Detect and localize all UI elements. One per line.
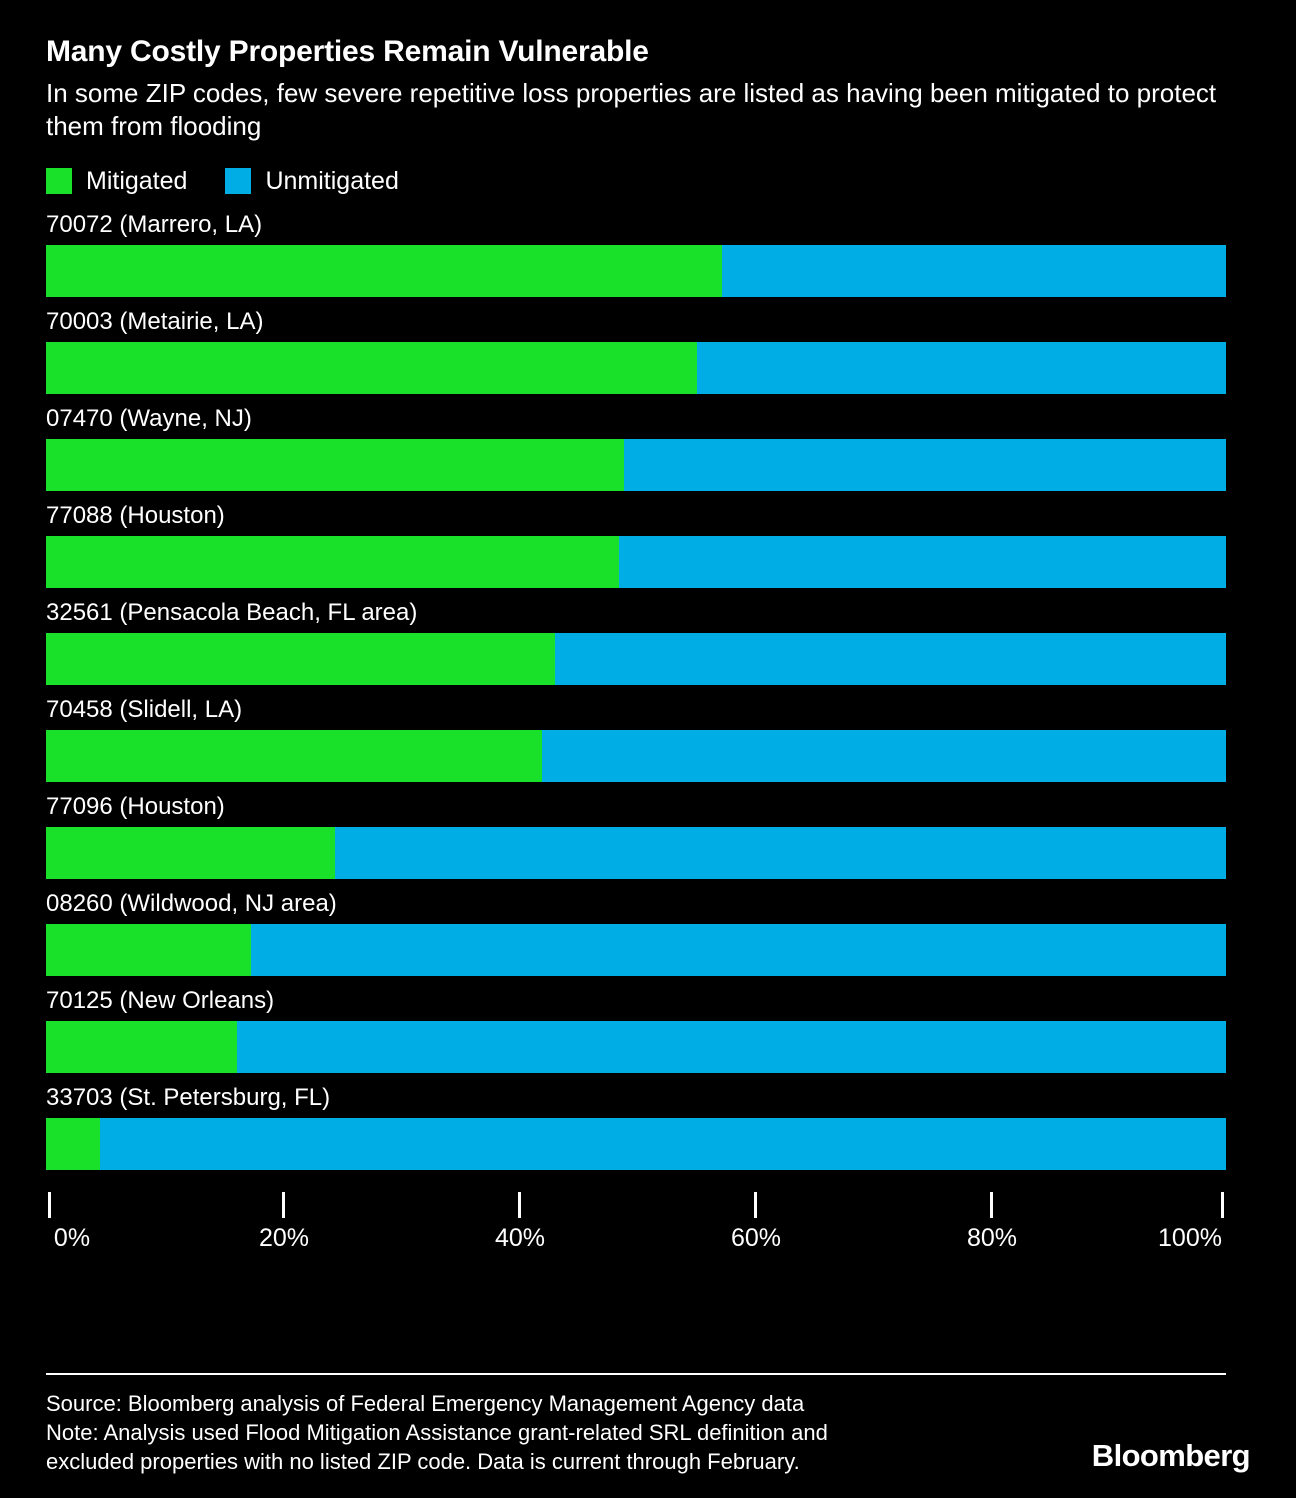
footer-divider bbox=[46, 1373, 1226, 1375]
bar-segment-unmitigated bbox=[624, 439, 1226, 491]
bar-category-label: 08260 (Wildwood, NJ area) bbox=[46, 890, 337, 918]
bar-category-label: 77088 (Houston) bbox=[46, 502, 225, 530]
bar-segment-unmitigated bbox=[619, 536, 1226, 588]
bar-group bbox=[46, 598, 1250, 685]
legend-swatch-unmitigated bbox=[225, 168, 251, 194]
bar-group bbox=[46, 210, 1250, 297]
bar-segment-mitigated bbox=[46, 342, 697, 394]
bar-segment-unmitigated bbox=[555, 633, 1226, 685]
legend-swatch-mitigated bbox=[46, 168, 72, 194]
x-axis bbox=[46, 1192, 1226, 1262]
bar-category-label: 70003 (Metairie, LA) bbox=[46, 308, 264, 336]
bar-group bbox=[46, 889, 1250, 976]
source-text: Source: Bloomberg analysis of Federal Emergency Management Agency data bbox=[46, 1390, 805, 1416]
bar-segment-mitigated bbox=[46, 245, 722, 297]
bar-category-label: 70072 (Marrero, LA) bbox=[46, 211, 263, 239]
bar-segment-mitigated bbox=[46, 439, 624, 491]
axis-tick bbox=[1221, 1192, 1224, 1218]
bar-segment-mitigated bbox=[46, 730, 542, 782]
bar-category-label: 77096 (Houston) bbox=[46, 793, 225, 821]
bar-segment-unmitigated bbox=[722, 245, 1226, 297]
axis-tick bbox=[518, 1192, 521, 1218]
bloomberg-logo: Bloomberg bbox=[1091, 1438, 1250, 1473]
bar-category-label: 33703 (St. Petersburg, FL) bbox=[46, 1084, 331, 1112]
axis-tick bbox=[48, 1192, 51, 1218]
axis-tick bbox=[754, 1192, 757, 1218]
bar-track bbox=[46, 245, 1226, 297]
bar-track bbox=[46, 1021, 1226, 1073]
bar-group bbox=[46, 695, 1250, 782]
page-subtitle: In some ZIP codes, few severe repetitive loss properties are listed as having been mitigated to protect them from flooding bbox=[46, 78, 1217, 141]
bar-category-label: 70125 (New Orleans) bbox=[46, 987, 275, 1015]
stacked-bar-chart bbox=[46, 210, 1250, 1170]
bar-segment-mitigated bbox=[46, 633, 555, 685]
bar-segment-unmitigated bbox=[335, 827, 1226, 879]
bar-category-label: 32561 (Pensacola Beach, FL area) bbox=[46, 599, 418, 627]
note-text-line1: Note: Analysis used Flood Mitigation Assistance grant-related SRL definition and bbox=[46, 1419, 828, 1445]
bar-segment-mitigated bbox=[46, 536, 619, 588]
bar-track bbox=[46, 924, 1226, 976]
bar-group bbox=[46, 792, 1250, 879]
axis-tick-label: 100% bbox=[1158, 1224, 1222, 1253]
axis-tick-label: 20% bbox=[258, 1224, 310, 1253]
legend-label-mitigated: Mitigated bbox=[86, 166, 188, 195]
bar-track bbox=[46, 536, 1226, 588]
chart-legend bbox=[46, 164, 1250, 198]
axis-tick bbox=[990, 1192, 993, 1218]
legend-item-mitigated bbox=[46, 167, 187, 196]
bar-segment-mitigated bbox=[46, 1118, 100, 1170]
bar-segment-mitigated bbox=[46, 827, 335, 879]
bar-track bbox=[46, 342, 1226, 394]
bar-track bbox=[46, 1118, 1226, 1170]
bar-segment-unmitigated bbox=[237, 1021, 1226, 1073]
bar-segment-mitigated bbox=[46, 924, 251, 976]
bar-track bbox=[46, 730, 1226, 782]
legend-label-unmitigated: Unmitigated bbox=[265, 166, 399, 195]
bar-category-label: 07470 (Wayne, NJ) bbox=[46, 405, 252, 433]
note-text-line2: excluded properties with no listed ZIP code. Data is current through February. bbox=[46, 1448, 800, 1474]
chart-footer bbox=[46, 1373, 1250, 1476]
bar-group bbox=[46, 307, 1250, 394]
axis-tick-label: 60% bbox=[730, 1224, 782, 1253]
bar-group bbox=[46, 404, 1250, 491]
bar-track bbox=[46, 827, 1226, 879]
legend-item-unmitigated bbox=[225, 167, 398, 196]
bar-segment-unmitigated bbox=[251, 924, 1226, 976]
axis-tick bbox=[282, 1192, 285, 1218]
bar-group bbox=[46, 1083, 1250, 1170]
bar-track bbox=[46, 439, 1226, 491]
bar-segment-mitigated bbox=[46, 1021, 237, 1073]
page-title: Many Costly Properties Remain Vulnerable bbox=[46, 35, 649, 68]
bar-category-label: 70458 (Slidell, LA) bbox=[46, 696, 243, 724]
bar-group bbox=[46, 501, 1250, 588]
bar-track bbox=[46, 633, 1226, 685]
bar-segment-unmitigated bbox=[697, 342, 1226, 394]
bar-segment-unmitigated bbox=[542, 730, 1226, 782]
axis-tick-label: 80% bbox=[966, 1224, 1018, 1253]
axis-tick-label: 40% bbox=[494, 1224, 546, 1253]
axis-tick-label: 0% bbox=[53, 1224, 91, 1253]
bar-segment-unmitigated bbox=[100, 1118, 1226, 1170]
bar-group bbox=[46, 986, 1250, 1073]
